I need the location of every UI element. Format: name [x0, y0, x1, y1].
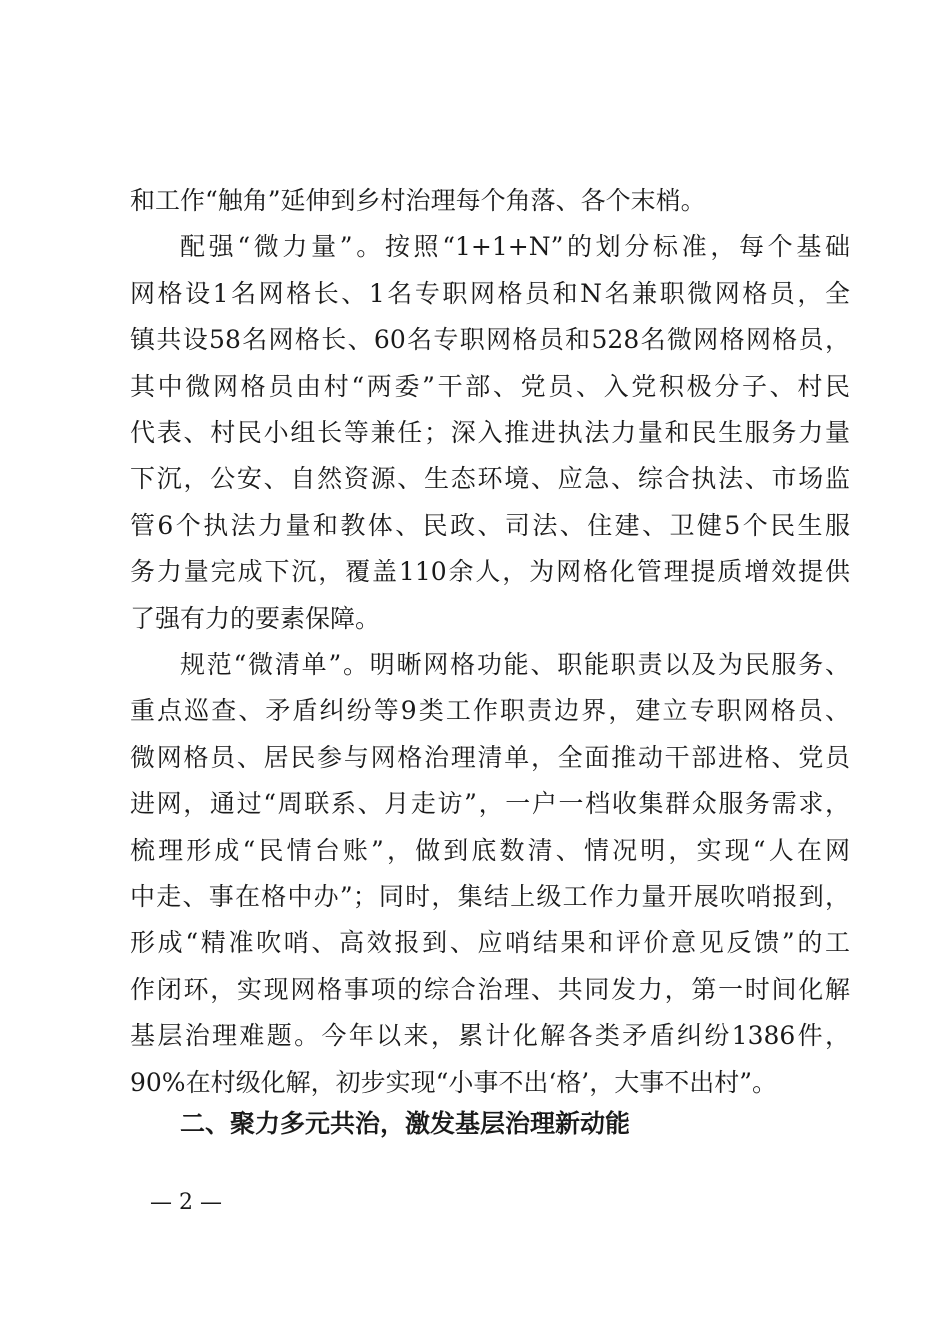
paragraph-2-line: 重点巡查、矛盾纠纷等9类工作职责边界，建立专职网格员、	[130, 696, 850, 725]
paragraph-1-line: 务力量完成下沉，覆盖110余人，为网格化管理提质增效提供	[130, 557, 850, 586]
paragraph-2-line: 90%在村级化解，初步实现“小事不出‘格’，大事不出村”。	[130, 1068, 778, 1097]
page-number: — 2 —	[150, 1190, 222, 1215]
paragraph-1-line: 网格设1名网格长、1名专职网格员和N名兼职微网格员，全	[130, 279, 850, 308]
paragraph-2-line: 形成“精准吹哨、高效报到、应哨结果和评价意见反馈”的工	[130, 928, 850, 957]
paragraph-1-line: 其中微网格员由村“两委”干部、党员、入党积极分子、村民	[130, 372, 850, 401]
paragraph-2-line: 基层治理难题。今年以来，累计化解各类矛盾纠纷1386件，	[130, 1021, 850, 1050]
paragraph-2-line: 梳理形成“民情台账”，做到底数清、情况明，实现“人在网	[130, 836, 850, 865]
paragraph-1-line: 管6个执法力量和教体、民政、司法、住建、卫健5个民生服	[130, 511, 850, 540]
paragraph-1-line: 了强有力的要素保障。	[130, 604, 381, 633]
paragraph-fragment-line: 和工作“触角”延伸到乡村治理每个角落、各个末梢。	[130, 186, 706, 215]
paragraph-2-line: 规范“微清单”。明晰网格功能、职能职责以及为民服务、	[180, 650, 850, 679]
section-heading: 二、聚力多元共治，激发基层治理新动能	[180, 1109, 631, 1138]
paragraph-2-line: 作闭环，实现网格事项的综合治理、共同发力，第一时间化解	[130, 975, 850, 1004]
paragraph-1-line: 镇共设58名网格长、60名专职网格员和528名微网格网格员，	[130, 325, 850, 354]
paragraph-1-line: 代表、村民小组长等兼任；深入推进执法力量和民生服务力量	[130, 418, 850, 447]
paragraph-2-line: 进网，通过“周联系、月走访”，一户一档收集群众服务需求，	[130, 789, 850, 818]
paragraph-2-line: 微网格员、居民参与网格治理清单，全面推动干部进格、党员	[130, 743, 850, 772]
paragraph-1-line: 配强“微力量”。按照“1+1+N”的划分标准，每个基础	[180, 232, 850, 261]
paragraph-2-line: 中走、事在格中办”；同时，集结上级工作力量开展吹哨报到，	[130, 882, 850, 911]
paragraph-1-line: 下沉，公安、自然资源、生态环境、应急、综合执法、市场监	[130, 464, 850, 493]
